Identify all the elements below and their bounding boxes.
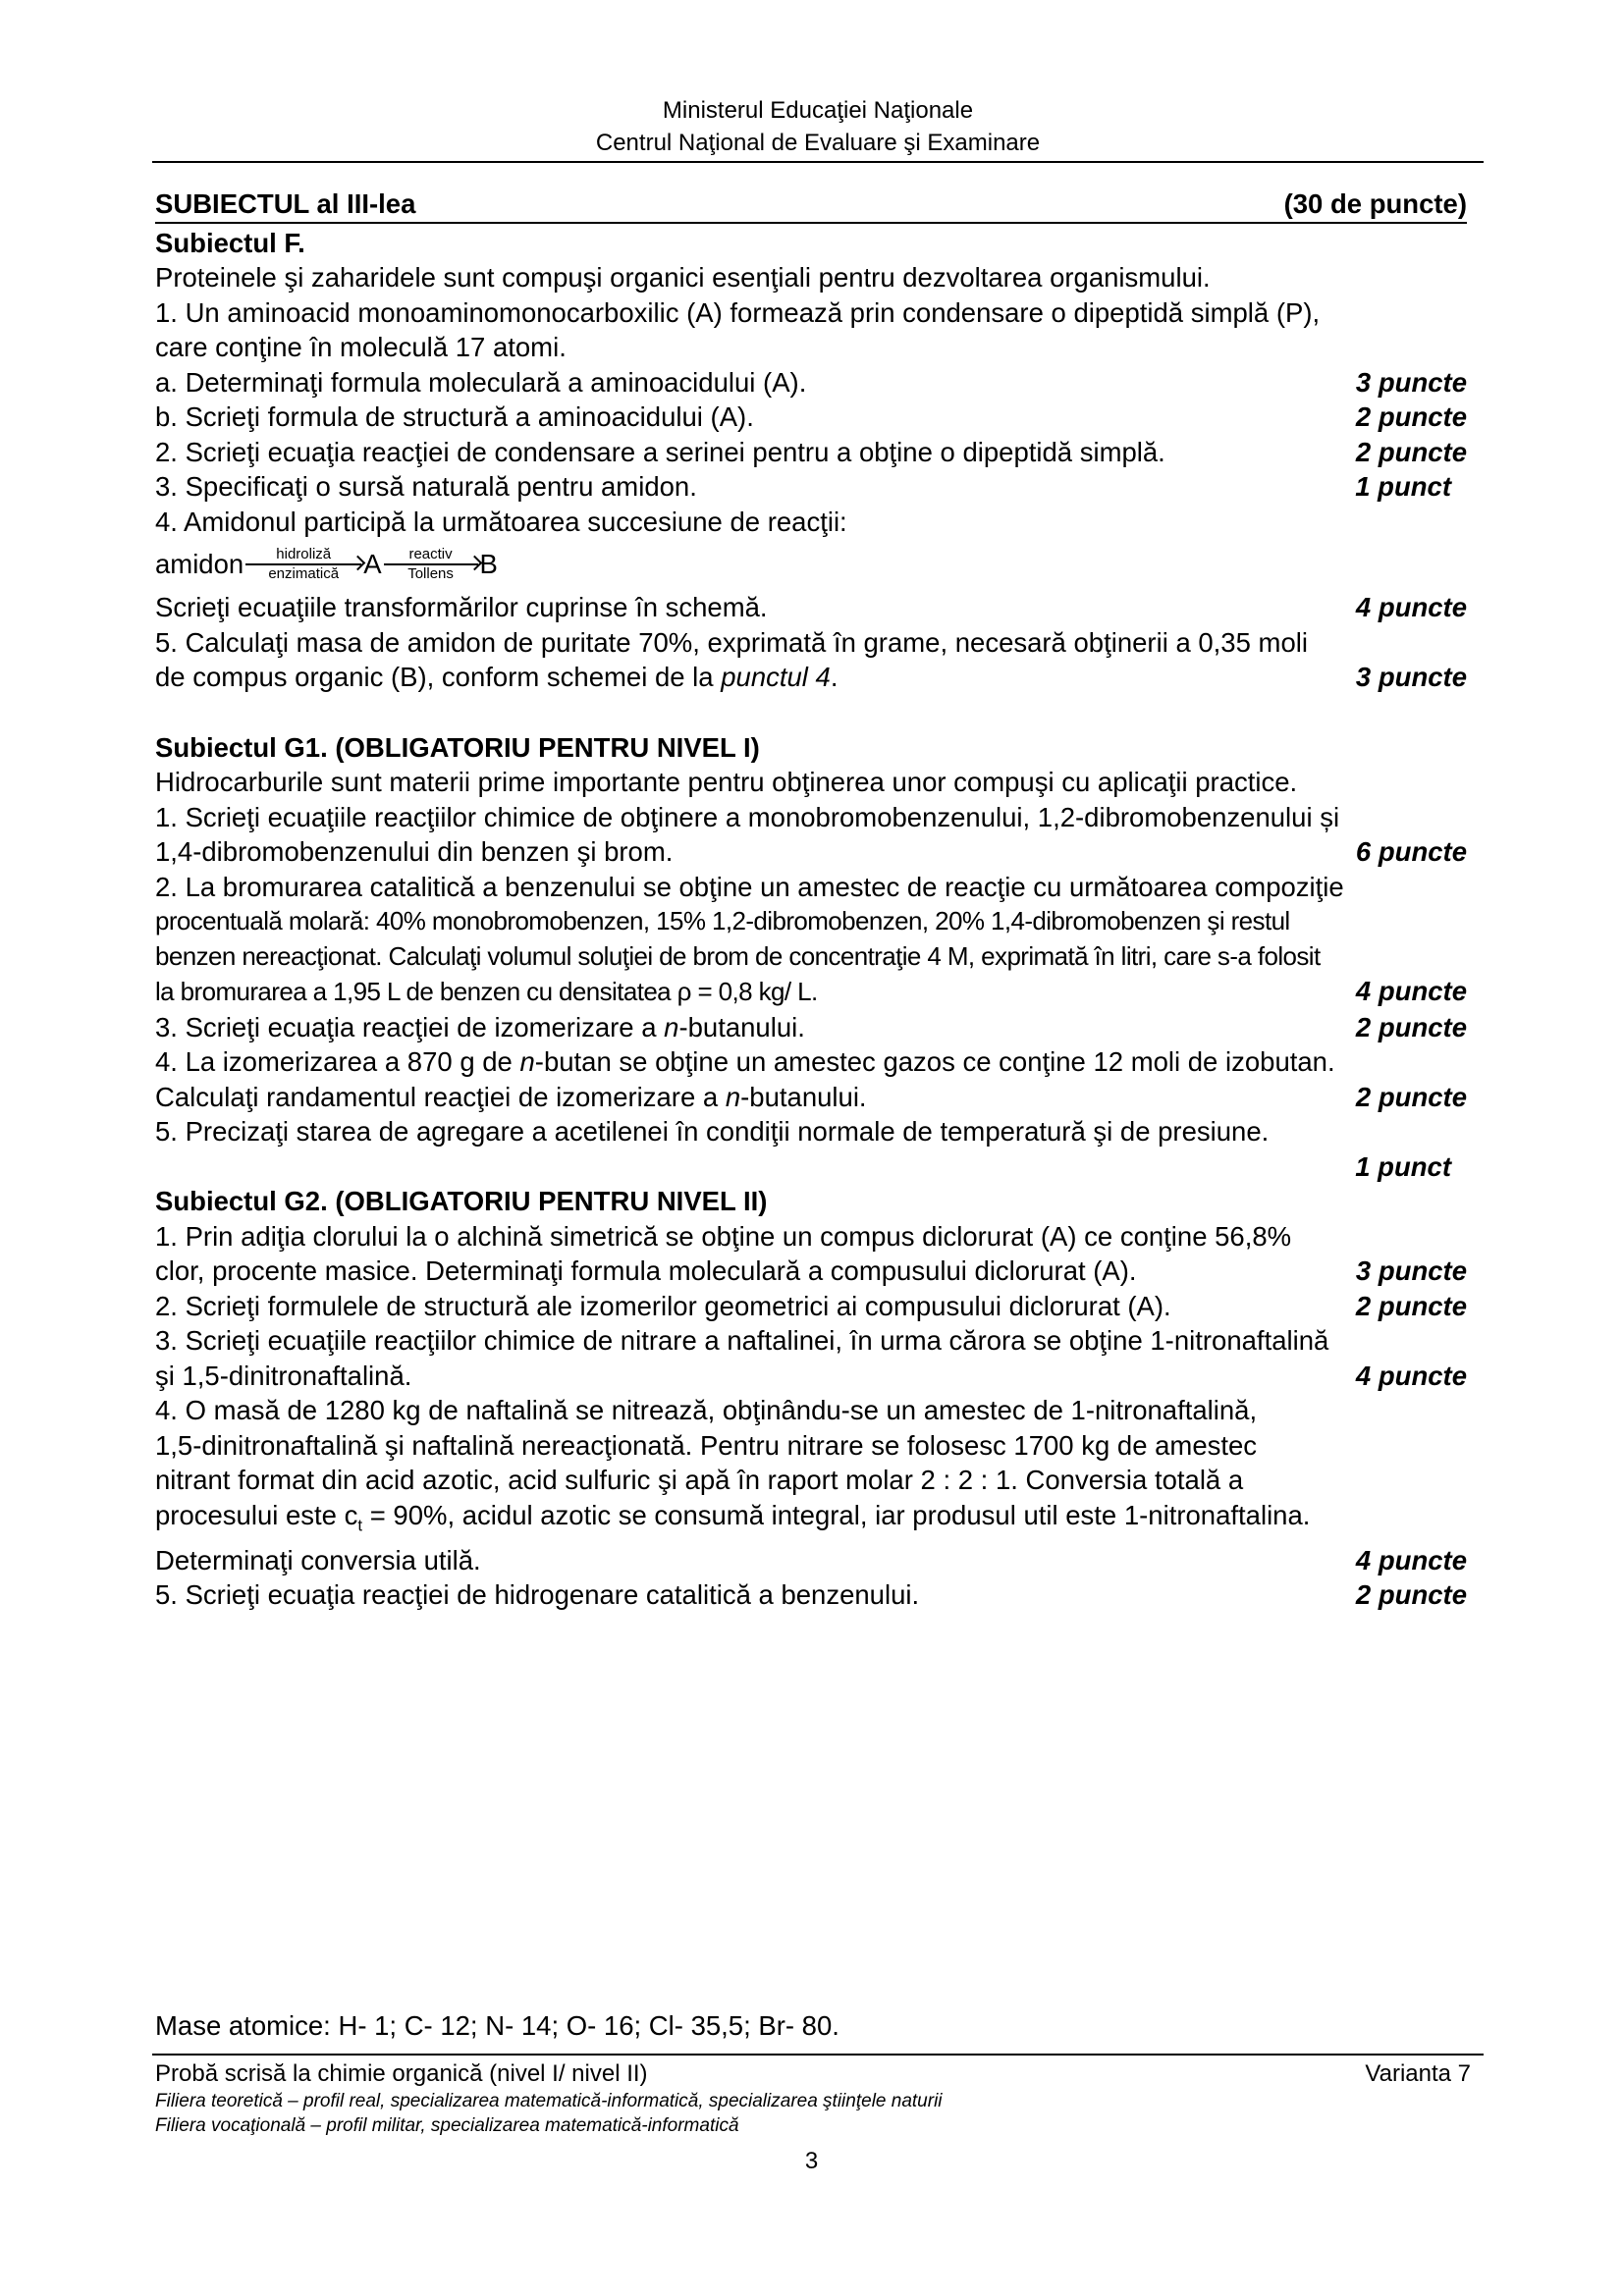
reaction-scheme xyxy=(155,539,1481,590)
right-arrow-icon xyxy=(384,563,478,565)
g2-q5: 5. Scrieţi ecuaţia reacţiei de hidrogenare catalitică a benzenului. 2 puncte xyxy=(155,1577,1481,1613)
g1-q3: 3. Scrieţi ecuaţia reacţiei de izomerizare a n-butanului. 2 puncte xyxy=(155,1010,1481,1045)
points-label: 3 puncte xyxy=(1355,1255,1467,1286)
f-q3: 3. Specificaţi o sursă naturală pentru amidon. 1 punct xyxy=(155,469,1481,505)
page-footer xyxy=(155,2059,1471,2138)
g1-q2-line1: 2. La bromurarea catalitică a benzenului se obţine un amestec de reacţie cu următoarea compoziţie xyxy=(155,871,1344,902)
arrow-tollens xyxy=(384,547,478,582)
g1-q5-points-row xyxy=(155,1149,1481,1185)
points-label: 2 puncte xyxy=(1355,1290,1467,1321)
g2-q3-line1: 3. Scrieţi ecuaţiile reacţiilor chimice de nitrare a naftalinei, în urma cărora se obţine 1-nitronaftalină xyxy=(155,1325,1329,1356)
right-arrow-icon xyxy=(245,563,361,565)
header-divider xyxy=(152,161,1484,163)
points-label: 2 puncte xyxy=(1355,1579,1467,1610)
points-label: 3 puncte xyxy=(1355,366,1467,398)
scheme-end: B xyxy=(479,549,498,580)
f-q1-line1: 1. Un aminoacid monoaminomonocarboxilic (A) formează prin condensare o dipeptidă simplă (P), xyxy=(155,296,1321,328)
g1-q4-line2: Calculaţi randamentul reacţiei de izomerizare a n-butanului. 2 puncte xyxy=(155,1080,1481,1115)
arrow-1-label-above: hidroliză xyxy=(276,546,332,562)
g1-q1-line2: 1,4-dibromobenzenului din benzen şi brom. 6 puncte xyxy=(155,834,1481,870)
g2-q1-line1: 1. Prin adiţia clorului la o alchină simetrică se obţine un compus diclorurat (A) ce conţine 56,8% xyxy=(155,1220,1292,1252)
points-label: 2 puncte xyxy=(1355,1011,1467,1042)
subject-3-points: (30 de puncte) xyxy=(1283,188,1467,219)
g2-q4-line5: Determinaţi conversia utilă. 4 puncte xyxy=(155,1543,1481,1578)
g1-q5: 5. Precizaţi starea de agregare a acetilenei în condiţii normale de temperatură şi de presiune. xyxy=(155,1116,1270,1147)
points-label: 2 puncte xyxy=(1355,401,1467,432)
g1-q2-line4: la bromurarea a 1,95 L de benzen cu densitatea ρ = 0,8 kg/ L. 4 puncte xyxy=(155,974,1481,1010)
points-label: 3 puncte xyxy=(1355,662,1467,692)
arrow-2-label-above: reactiv xyxy=(408,546,453,562)
subject-g2-title: Subiectul G2. (OBLIGATORIU PENTRU NIVEL II) xyxy=(155,1186,768,1216)
subject-f xyxy=(155,226,1481,695)
f-q1a: a. Determinaţi formula moleculară a aminoacidului (A). 3 puncte xyxy=(155,365,1481,400)
subject-g1 xyxy=(155,730,1481,1185)
subject-3-title-row xyxy=(155,187,1467,224)
header-center: Centrul Naţional de Evaluare şi Examinare xyxy=(595,130,1041,156)
footer-exam-title: Probă scrisă la chimie organică (nivel I/ nivel II) xyxy=(155,2060,648,2087)
g1-q1-line1: 1. Scrieţi ecuaţiile reacţiilor chimice de obţinere a monobromobenzenului, 1,2-dibromobenzenului și xyxy=(155,801,1340,832)
points-label: 6 puncte xyxy=(1355,836,1467,867)
points-label: 4 puncte xyxy=(1355,1544,1467,1575)
g2-q1-line2: clor, procente masice. Determinaţi formula moleculară a compusului diclorurat (A). 3 puncte xyxy=(155,1254,1481,1289)
g2-q4-line1: 4. O masă de 1280 kg de naftalină se nitrează, obţinându-se un amestec de 1-nitronaftalină, xyxy=(155,1395,1258,1425)
f-q4b: Scrieţi ecuaţiile transformărilor cuprinse în schemă. 4 puncte xyxy=(155,590,1481,625)
subject-g1-title: Subiectul G1. (OBLIGATORIU PENTRU NIVEL I) xyxy=(155,731,760,763)
g1-q2-line3: benzen nereacţionat. Calculaţi volumul soluţiei de brom de concentraţie 4 M, exprimată în litri, care s-a folosit xyxy=(155,940,1321,971)
g1-intro: Hidrocarburile sunt materii prime importante pentru obţinerea unor compuşi cu aplicaţii practice. xyxy=(155,767,1298,797)
arrow-2-label-below: Tollens xyxy=(407,565,454,582)
g2-q2: 2. Scrieţi formulele de structură ale izomerilor geometrici ai compusului diclorurat (A). 2 puncte xyxy=(155,1289,1481,1324)
page-header xyxy=(152,94,1484,159)
arrow-1-label-below: enzimatică xyxy=(268,565,340,582)
g2-q4-line2: 1,5-dinitronaftalină şi naftalină nereacţionată. Pentru nitrare se folosesc 1700 kg de amestec xyxy=(155,1429,1258,1461)
points-label: 2 puncte xyxy=(1355,1081,1467,1112)
footer-variant: Varianta 7 xyxy=(1365,2060,1471,2087)
points-label: 2 puncte xyxy=(1355,436,1467,467)
arrow-hydrolysis xyxy=(245,547,361,582)
subject-f-title: Subiectul F. xyxy=(155,227,305,258)
page-number: 3 xyxy=(804,2148,819,2174)
points-label: 4 puncte xyxy=(1355,976,1467,1006)
footer-track-2: Filiera vocaţională – profil militar, specializarea matematică-informatică xyxy=(155,2115,739,2136)
g1-q4-line1: 4. La izomerizarea a 870 g de n-butan se obţine un amestec gazos ce conţine 12 moli de izobutan. xyxy=(155,1046,1335,1077)
g2-q3-line2: şi 1,5-dinitronaftalină. 4 puncte xyxy=(155,1359,1481,1394)
f-q5-line1: 5. Calculaţi masa de amidon de puritate 70%, exprimată în grame, necesară obţinerii a 0,35 moli xyxy=(155,626,1308,658)
atomic-masses: Mase atomice: H- 1; C- 12; N- 14; O- 16; Cl- 35,5; Br- 80. xyxy=(155,2010,839,2041)
subject-g2 xyxy=(155,1184,1481,1613)
g1-q2-line2: procentuală molară: 40% monobromobenzen, 15% 1,2-dibromobenzen, 20% 1,4-dibromobenzen şi restul xyxy=(155,906,1290,935)
footer-divider xyxy=(152,2054,1484,2056)
scheme-mid: A xyxy=(363,549,382,580)
points-label: 4 puncte xyxy=(1355,592,1467,622)
f-q1-line2: care conţine în moleculă 17 atomi. xyxy=(155,332,567,362)
g2-q4-line4: procesului este $c_t = 90\%$, acidul azotic se consumă integral, iar produsul util este 1-nitronaftalina. xyxy=(155,1499,1311,1534)
f-q5-line2: de compus organic (B), conform schemei de la punctul 4. 3 puncte xyxy=(155,660,1481,695)
subject-f-intro: Proteinele şi zaharidele sunt compuşi organici esenţiali pentru dezvoltarea organismului. xyxy=(155,262,1211,293)
header-ministry: Ministerul Educaţiei Naţionale xyxy=(662,97,974,124)
points-label: 1 punct xyxy=(1355,471,1451,502)
scheme-start: amidon xyxy=(155,549,244,580)
f-q4: 4. Amidonul participă la următoarea succesiune de reacţii: xyxy=(155,506,847,537)
g2-q4-line3: nitrant format din acid azotic, acid sulfuric şi apă în raport molar 2 : 2 : 1. Conversia totală a xyxy=(155,1465,1244,1495)
footer-track-1: Filiera teoretică – profil real, specializarea matematică-informatică, specializarea ştiinţele naturii xyxy=(155,2091,943,2111)
f-q2: 2. Scrieţi ecuaţia reacţiei de condensare a serinei pentru a obţine o dipeptidă simplă. 2 puncte xyxy=(155,435,1481,470)
exam-content xyxy=(155,187,1481,1613)
points-label: 4 puncte xyxy=(1355,1360,1467,1391)
f-q1b: b. Scrieţi formula de structură a aminoacidului (A). 2 puncte xyxy=(155,400,1481,435)
points-label: 1 punct xyxy=(1355,1150,1451,1182)
subject-3-title: SUBIECTUL al III-lea xyxy=(155,188,416,219)
